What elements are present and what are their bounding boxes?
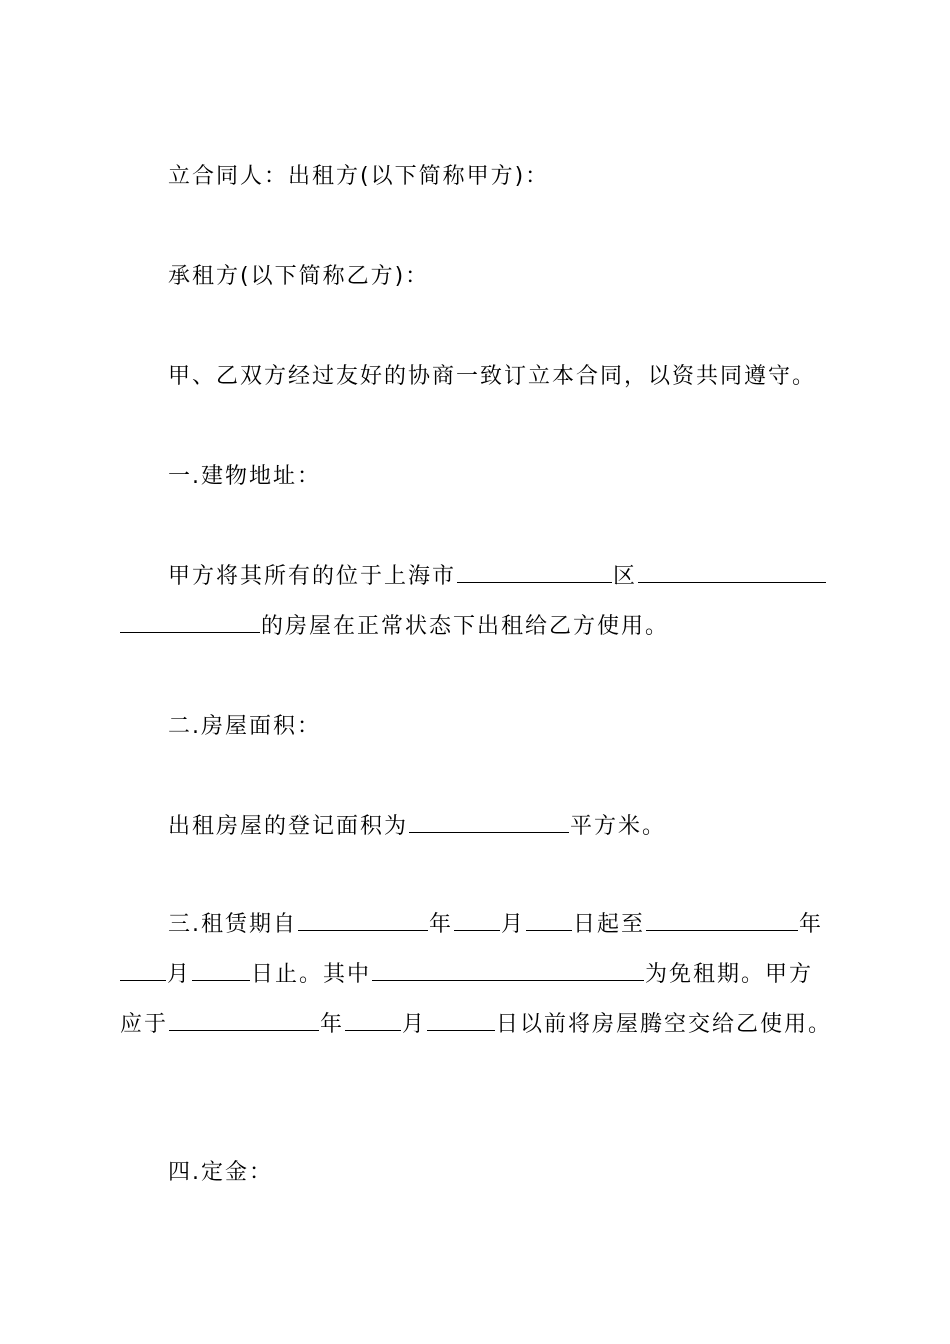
vacate-label: 日以前将房屋腾空交给乙使用。 bbox=[496, 1012, 833, 1037]
month-label: 月 bbox=[167, 962, 192, 987]
year-label: 年 bbox=[320, 1012, 345, 1037]
section-1-line-2 bbox=[120, 612, 840, 642]
area-blank bbox=[409, 812, 569, 833]
free-rent-blank bbox=[372, 960, 644, 981]
section-2-line bbox=[168, 812, 888, 842]
month-label: 月 bbox=[501, 912, 526, 937]
vacate-day-blank bbox=[427, 1010, 495, 1031]
section-1-text-a: 甲方将其所有的位于上海市 bbox=[168, 564, 457, 589]
section-4-title: 四.定金： bbox=[168, 1160, 273, 1185]
free-rent-label: 为免租期。甲方 bbox=[645, 962, 814, 987]
section-3-line-1 bbox=[168, 910, 888, 940]
section-2-text-a: 出租房屋的登记面积为 bbox=[168, 814, 409, 839]
section-2-title: 二.房屋面积： bbox=[168, 714, 321, 739]
section-3-text-a: 三.租赁期自 bbox=[168, 912, 297, 937]
year-label: 年 bbox=[429, 912, 454, 937]
day-until-label: 日止。其中 bbox=[251, 962, 372, 987]
end-day-blank bbox=[192, 960, 250, 981]
start-year-blank bbox=[298, 910, 428, 931]
vacate-month-blank bbox=[345, 1010, 401, 1031]
section-1-text-b: 区 bbox=[613, 564, 638, 589]
section-2-text-b: 平方米。 bbox=[570, 814, 667, 839]
parties-lessor-line: 立合同人：出租方(以下简称甲方)： bbox=[168, 164, 550, 189]
section-1-title: 一.建物地址： bbox=[168, 464, 321, 489]
preamble-line: 甲、乙双方经过友好的协商一致订立本合同，以资共同遵守。 bbox=[168, 364, 817, 389]
section-3-line-2 bbox=[120, 960, 840, 990]
day-from-label: 日起至 bbox=[573, 912, 646, 937]
district-blank bbox=[457, 562, 612, 583]
section-1-line-1 bbox=[168, 562, 888, 592]
end-year-blank bbox=[646, 910, 798, 931]
should-label: 应于 bbox=[120, 1012, 169, 1037]
year-label: 年 bbox=[799, 912, 824, 937]
section-1-text-c: 的房屋在正常状态下出租给乙方使用。 bbox=[261, 614, 670, 639]
month-label: 月 bbox=[402, 1012, 427, 1037]
start-day-blank bbox=[526, 910, 572, 931]
section-3-line-3 bbox=[120, 1010, 840, 1040]
address-blank-1 bbox=[638, 562, 826, 583]
end-month-blank bbox=[120, 960, 166, 981]
vacate-year-blank bbox=[169, 1010, 319, 1031]
parties-lessee-line: 承租方(以下简称乙方)： bbox=[168, 264, 430, 289]
address-blank-2 bbox=[120, 612, 260, 633]
start-month-blank bbox=[454, 910, 500, 931]
